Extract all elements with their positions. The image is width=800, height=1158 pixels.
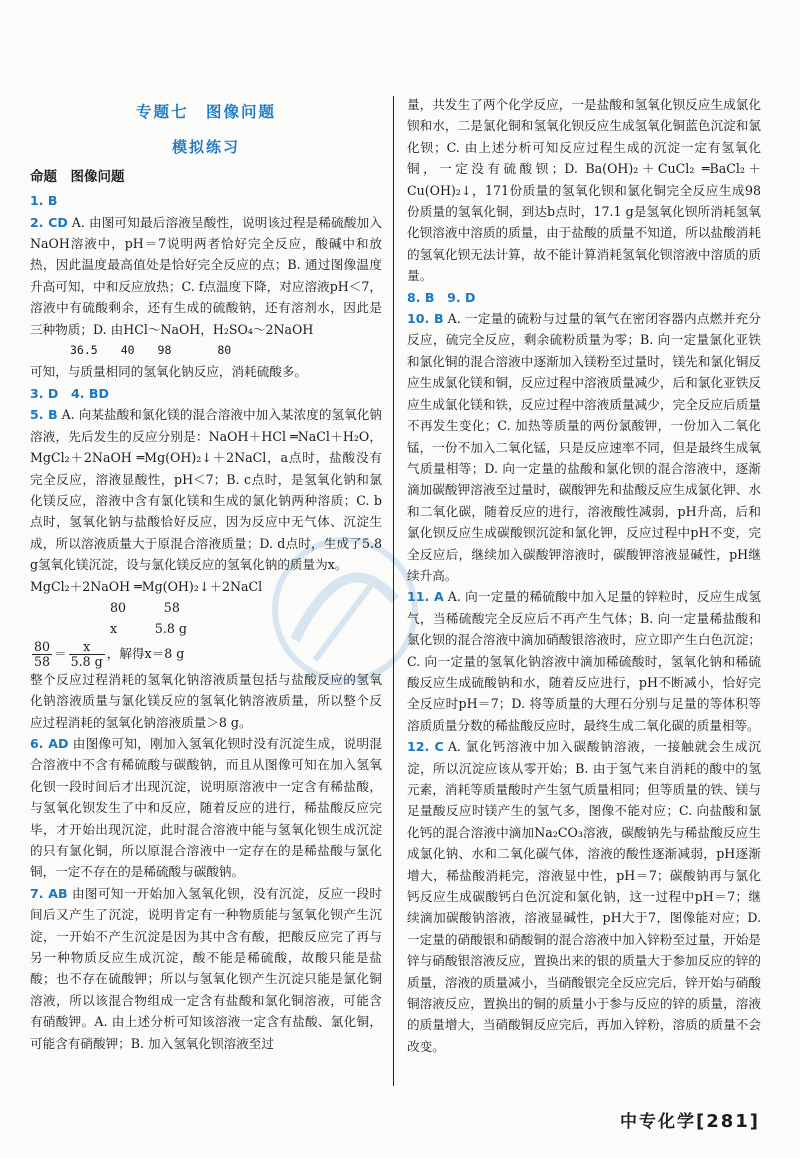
page-number: [281] xyxy=(695,1111,760,1132)
answer-10 xyxy=(407,308,761,586)
ratio-masses: 36.5 40 98 80 xyxy=(70,343,232,358)
answer-7 xyxy=(30,883,382,1054)
answer-1 xyxy=(30,190,382,211)
answer-5 xyxy=(30,404,382,575)
fraction-right: $\frac{x}{5.8 g}$ xyxy=(70,638,103,669)
proportion-equation: $\frac{80}{58}$ ＝ $\frac{x}{5.8 g}$ ，解得x＝8 g xyxy=(34,638,185,669)
answer-11 xyxy=(407,586,761,736)
right-column xyxy=(407,94,761,1057)
answer-text-tail: 可知，与质量相同的氢氧化钠反应，消耗硫酸多。 xyxy=(30,364,308,380)
answer-text: 由图像可知，刚加入氢氧化钡时没有沉淀生成，说明混合溶液中不含有稀硫酸与碳酸钠，而且从图像可知在加入氢氧化钡一段时间后才出现沉淀，说明原溶液中一定含有稀盐酸，与氢氧化钡发生了中和反应，随着反应的进行，稀盐酸反应完毕，才开始出现沉淀，此时混合溶液中能与氢氧化钡生成沉淀的只有氯化铜，所以原混合溶液中一定存在的是稀盐酸与氯化铜，一定不存在的是稀硫酸与碳酸钠。 xyxy=(30,735,382,880)
answer-text: 由图可知一开始加入氢氧化钡，没有沉淀，反应一段时间后又产生了沉淀，说明肯定有一种物质能与氢氧化钡产生沉淀，一开始不产生沉淀是因为其中含有酸，把酸反应完了再与另一种物质反应生成沉淀，酸不能是稀硫酸，故酸只能是盐酸；也不存在硫酸钾；所以与氢氧化钡产生沉淀只能是氯化铜溶液，所以该混合物组成一定含有盐酸和氯化铜溶液，可能含有硝酸钾。A. 由上述分析可知该溶液一定含有盐酸、氯化铜，可能含有硝酸钾；B. 加入氢氧化钡溶液至过 xyxy=(30,885,383,1051)
column-divider xyxy=(393,96,394,1086)
answer-number: 10. B xyxy=(407,311,444,327)
answer-text: A. 向某盐酸和氯化镁的混合溶液中加入某浓度的氢氧化钠溶液，先后发生的反应分别是：NaOH＋HCl ═NaCl＋H₂O，MgCl₂＋2NaOH ═Mg(OH)₂↓＋2NaCl，a点时，盐酸没有完全反应，溶液显酸性，pH＜7；B. c点时，是氢氧化钠和氯化镁反应，溶液中含有氯化镁和生成的氯化钠两种溶质；C. b点时，氢氧化钠与盐酸恰好反应，因为反应中无气体、沉淀生成，所以溶液质量大于原混合溶液质量；D. d点时，生成了5.8 g氢氧化镁沉淀，设与氯化镁反应的氢氧化钠的质量为x。 xyxy=(30,407,382,573)
equation-unknowns: x 5.8 g xyxy=(110,621,187,637)
section-heading: 命题 图像问题 xyxy=(30,168,125,185)
equation-masses: 80 58 xyxy=(110,599,180,615)
answer-text: A. 一定量的硫粉与过量的氧气在密闭容器内点燃并充分反应，硫完全反应，剩余硫粉质量为零；B. 向一定量氯化亚铁和氯化铜的混合溶液中逐渐加入镁粉至过量时，镁先和氯化铜反应生成氯化镁和铜，反应过程中溶液质量减少，后和氯化亚铁反应生成氯化镁和铁，反应过程中溶液质量减少，完全反应后质量不再发生变化；C. 加热等质量的两份氯酸钾，一份加入二氧化锰，一份不加入二氧化锰，只是反应速率不同，但是最终生成氧气质量相等；D. 向一定量的盐酸和氯化钡的混合溶液中，逐渐滴加碳酸钾溶液至过量时，碳酸钾先和盐酸反应生成氯化钾、水和二氧化碳，随着反应的进行，溶液酸性减弱，pH升高，后和氯化钡反应生成碳酸钡沉淀和氯化钾，反应过程中pH不变，完全反应后，继续加入碳酸钾溶液时，碳酸钾溶液显碱性，pH继续升高。 xyxy=(407,311,761,583)
answer-text: A. 向一定量的稀硫酸中加入足量的锌粒时，反应生成氢气，当稀硫酸完全反应后不再产生气体；B. 向一定量稀盐酸和氯化钡的混合溶液中滴加硝酸银溶液时，应立即产生白色沉淀；C. 向一定量的氢氧化钠溶液中滴加稀硫酸时，氢氧化钠和稀硫酸反应生成硫酸钠和水，随着反应进行，pH不断减小，恰好完全反应时pH＝7；D. 将等质量的大理石分别与足量的等体积等溶质质量分数的稀盐酸反应时，最终生成二氧化碳的质量相等。 xyxy=(407,589,761,733)
answer-number: 3. D 4. BD xyxy=(30,385,109,401)
answer-conclusion: 整个反应过程消耗的氢氧化钠溶液质量包括与盐酸反应的氢氧化钠溶液质量与氯化镁反应的氢氧化钠溶液质量，所以整个反应过程消耗的氢氧化钠溶液质量＞8 g。 xyxy=(30,671,382,730)
section-subtitle: 模拟练习 xyxy=(171,138,240,157)
fraction-left: $\frac{80}{58}$ xyxy=(34,638,51,669)
left-column xyxy=(30,92,382,1054)
answer-number: 2. CD xyxy=(30,214,68,230)
answer-number: 11. A xyxy=(407,589,444,605)
topic-title: 专题七 图像问题 xyxy=(135,103,276,121)
answer-number: 1. B xyxy=(30,193,58,209)
page-footer xyxy=(620,1107,760,1132)
answer-text: A. 氯化钙溶液中加入碳酸钠溶液，一接触就会生成沉淀，所以沉淀应该从零开始；B. 由于氢气来自消耗的酸中的氢元素，消耗等质量酸时产生氢气质量相同；但等质量的铁、镁与足量酸反应时镁产生的氢气多，图像不能对应；C. 向盐酸和氯化钙的混合溶液中滴加Na₂CO₃溶液，碳酸钠先与稀盐酸反应生成氯化钠、水和二氧化碳气体，溶液的酸性逐渐减弱，pH逐渐增大，稀盐酸消耗完，溶液显中性，pH＝7；碳酸钠再与氯化钙反应生成碳酸钙白色沉淀和氯化钠，这一过程中pH＝7；继续滴加碳酸钠溶液，溶液显碱性，pH大于7，图像能对应；D. 一定量的硝酸银和硝酸铜的混合溶液中加入锌粉至过量，开始是锌与硝酸银溶液反应，置换出来的银的质量大于参加反应的锌的质量，溶液的质量减小，当硝酸银完全反应完后，锌开始与硝酸铜溶液反应，置换出的铜的质量小于参与反应的锌的质量，溶液的质量增大，当硝酸铜反应完后，再加入锌粉，溶质的质量不会改变。 xyxy=(407,739,762,1054)
answer-3-4 xyxy=(30,383,382,404)
answer-number: 7. AB xyxy=(30,885,68,901)
solution-text: ，解得x＝8 g xyxy=(106,645,185,661)
answer-8-9 xyxy=(407,287,761,308)
answer-6 xyxy=(30,733,382,883)
ratio-formula: HCl～NaOH，H₂SO₄～2NaOH xyxy=(123,321,314,337)
answer-2 xyxy=(30,212,382,340)
chemical-equation: MgCl₂＋2NaOH ═Mg(OH)₂↓＋2NaCl xyxy=(30,578,263,594)
answer-number: 5. B xyxy=(30,407,58,423)
answer-number: 12. C xyxy=(407,739,444,755)
answer-7-continued: 量，共发生了两个化学反应，一是盐酸和氢氧化钡反应生成氯化钡和水，二是氯化铜和氢氧化钡反应生成氢氧化铜蓝色沉淀和氯化钡；C. 由上述分析可知反应过程生成的沉淀一定有氢氧化铜，一定没有硫酸钡；D. Ba(OH)₂＋CuCl₂ ═BaCl₂＋Cu(OH)₂↓，171份质量的氢氧化钡和氯化铜完全反应生成98份质量的氢氧化铜，到达b点时，17.1 g是氢氧化钡所消耗氢氧化钡溶液中溶质的质量，由于盐酸的质量不知道，所以盐酸消耗的氢氧化钡无法计算，故不能计算消耗氢氧化钡溶液中溶质的质量。 xyxy=(407,97,761,284)
answer-number: 8. B 9. D xyxy=(407,289,476,305)
answer-12 xyxy=(407,736,761,1057)
answer-text: A. 由图可知最后溶液呈酸性，说明该过程是稀硫酸加入NaOH溶液中，pH＝7说明两者恰好完全反应，酸碱中和放热，因此温度最高值处是恰好完全反应的点；B. 通过图像温度升高可知，中和反应放热；C. f点温度下降，对应溶液pH＜7，溶液中有硫酸剩余，还有生成的硫酸钠，还有溶剂水，因此是三种物质；D. 由 xyxy=(30,214,382,337)
footer-subject: 中专化学 xyxy=(619,1112,696,1132)
answer-number: 6. AD xyxy=(30,735,69,751)
